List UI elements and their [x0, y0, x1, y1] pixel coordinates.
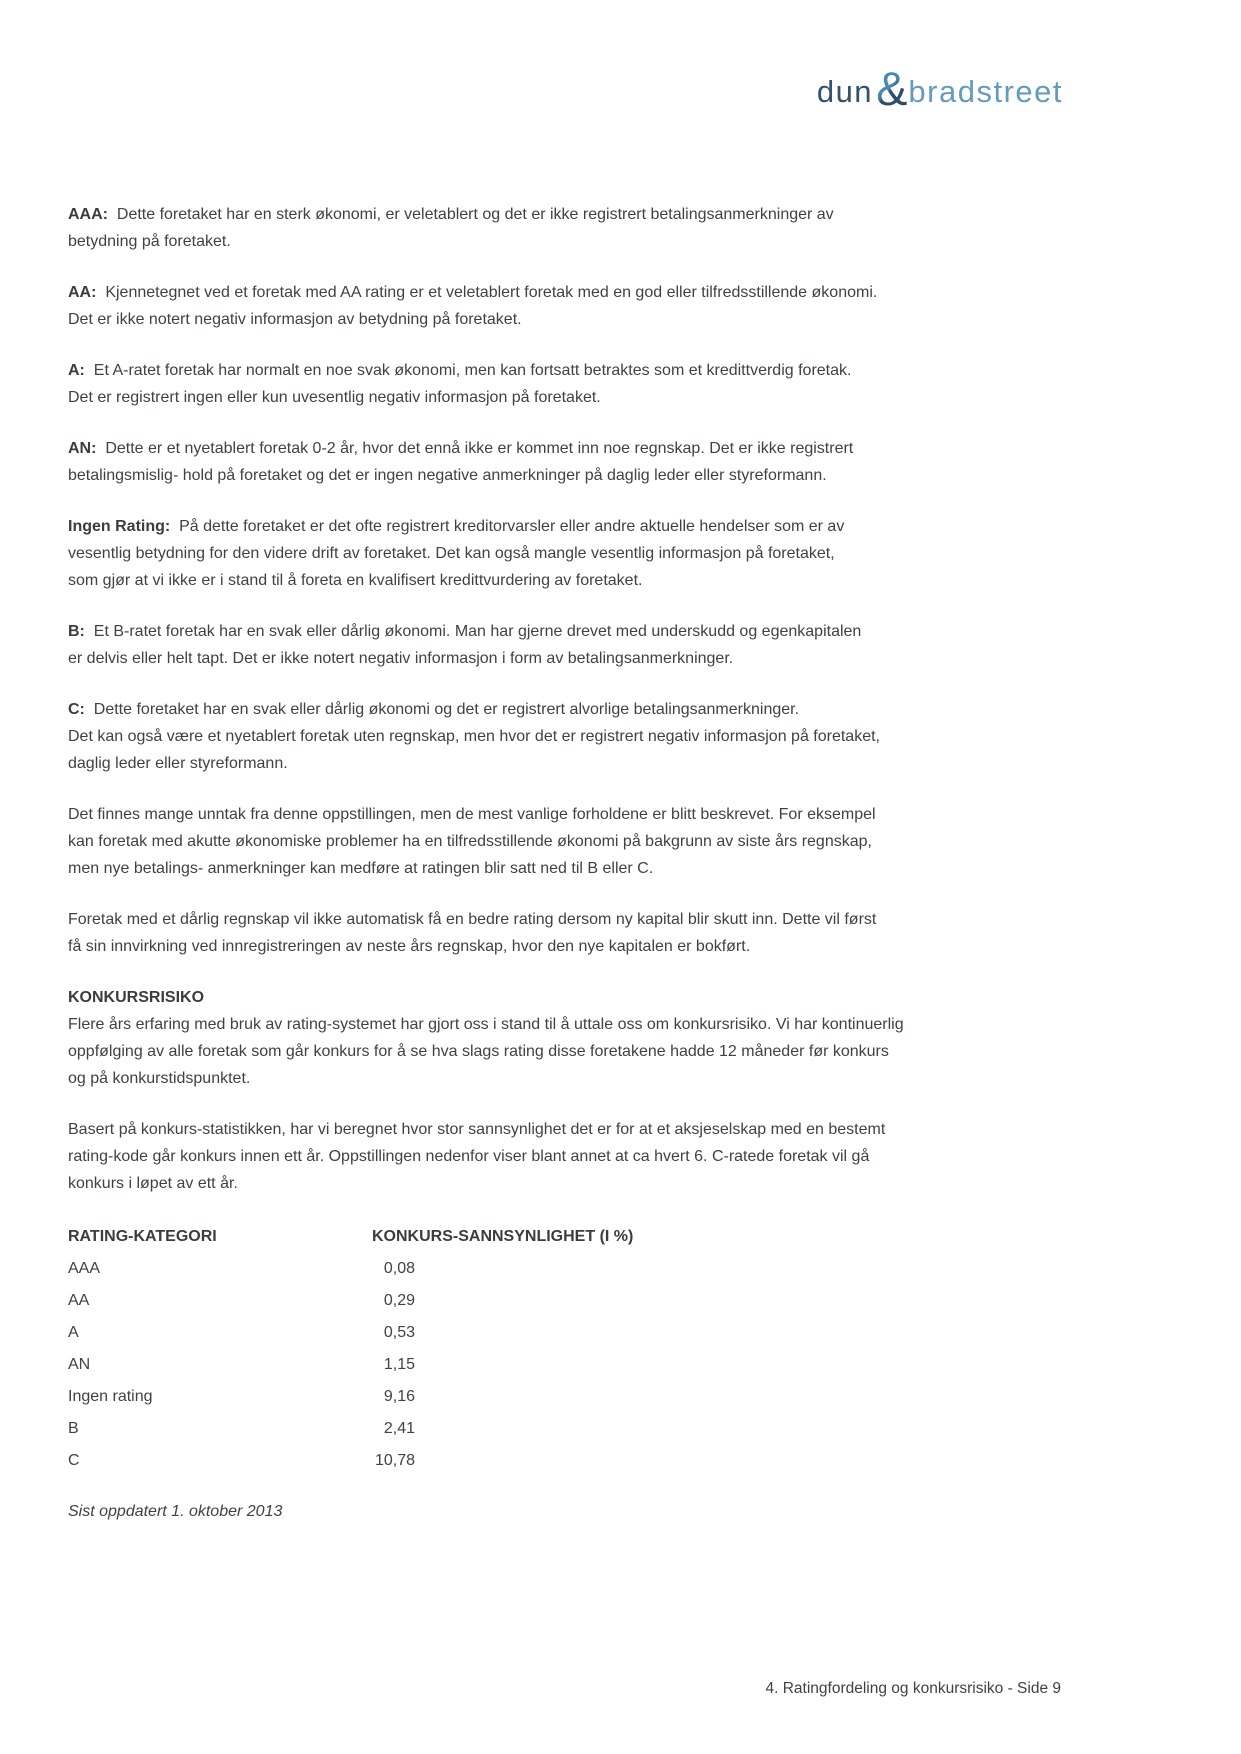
rating-label-aa: AA: — [68, 284, 97, 301]
table-row — [68, 1349, 1068, 1381]
text-line: men nye betalings- anmerkninger kan medføre at ratingen blir satt ned til B eller C. — [68, 860, 654, 877]
text-line: betalingsmislig- hold på foretaket og det er ingen negative anmerkninger på daglig leder eller styreformann. — [68, 467, 827, 484]
rating-category: AN — [68, 1356, 91, 1373]
table-row — [68, 1381, 1068, 1413]
text-line: vesentlig betydning for den videre drift av foretaket. Det kan også mangle vesentlig informasjon på foretaket, — [68, 545, 835, 562]
paragraph-ingen-rating — [68, 513, 1068, 594]
rating-category: C — [68, 1452, 80, 1469]
table-header-row — [68, 1221, 1068, 1253]
dun-bradstreet-logo — [816, 62, 1063, 115]
text-line: få sin innvirkning ved innregistreringen av neste års regnskap, hvor den nye kapitalen er bokført. — [68, 938, 751, 955]
table-row — [68, 1413, 1068, 1445]
paragraph-b — [68, 618, 1068, 672]
table-row — [68, 1253, 1068, 1285]
probability-value: 10,78 — [374, 1452, 415, 1469]
rating-category: AAA — [68, 1260, 101, 1277]
text-line: Det er registrert ingen eller kun uvesentlig negativ informasjon på foretaket. — [68, 389, 601, 406]
text-line — [68, 201, 1068, 228]
text-line: daglig leder eller styreformann. — [68, 755, 288, 772]
logo-text-bradstreet: bradstreet — [908, 73, 1063, 109]
section-konkursrisiko — [68, 984, 1068, 1092]
document-body — [68, 201, 1068, 1525]
last-updated-note: Sist oppdatert 1. oktober 2013 — [68, 1503, 283, 1520]
table-row — [68, 1445, 1068, 1477]
probability-value: 0,29 — [383, 1292, 415, 1309]
probability-value: 0,08 — [383, 1260, 415, 1277]
text-line: Dette foretaket har en sterk økonomi, er veletablert og det er ikke registrert betalingsanmerkninger av — [108, 206, 834, 223]
text-line: Kjennetegnet ved et foretak med AA rating er et veletablert foretak med en god eller tilfredsstillende økonomi. — [96, 284, 878, 301]
paragraph-exceptions — [68, 801, 1068, 882]
text-line: kan foretak med akutte økonomiske problemer ha en tilfredsstillende økonomi på bakgrunn av siste års regnskap, — [68, 833, 872, 850]
paragraph-basert — [68, 1116, 1068, 1197]
rating-category: AA — [68, 1292, 90, 1309]
text-line: Et A-ratet foretak har normalt en noe svak økonomi, men kan fortsatt betraktes som et kredittverdig foretak. — [84, 362, 852, 379]
rating-label-ingen-rating: Ingen Rating: — [68, 518, 171, 535]
text-line — [68, 696, 1068, 723]
rating-label-a: A: — [68, 362, 85, 379]
rating-label-b: B: — [68, 623, 85, 640]
text-line: Det er ikke notert negativ informasjon av betydning på foretaket. — [68, 311, 522, 328]
text-line — [68, 435, 1068, 462]
rating-category: Ingen rating — [68, 1388, 153, 1405]
text-line: Dette foretaket har en svak eller dårlig økonomi og det er registrert alvorlige betalingsanmerkninger. — [84, 701, 800, 718]
probability-value: 0,53 — [383, 1324, 415, 1341]
table-row — [68, 1285, 1068, 1317]
text-line: Det finnes mange unntak fra denne oppstillingen, men de mest vanlige forholdene er blitt beskrevet. For eksempel — [68, 806, 876, 823]
text-line: På dette foretaket er det ofte registrert kreditorvarsler eller andre aktuelle hendelser som er av — [170, 518, 845, 535]
page-footer: 4. Ratingfordeling og konkursrisiko - Side 9 — [765, 1680, 1061, 1697]
text-line: oppfølging av alle foretak som går konkurs for å se hva slags rating disse foretakene hadde 12 måneder før konkurs — [68, 1043, 889, 1060]
paragraph-aa — [68, 279, 1068, 333]
probability-value: 1,15 — [383, 1356, 415, 1373]
column-header-konkurs-sannsynlighet: KONKURS-SANNSYNLIGHET (I %) — [372, 1228, 634, 1245]
column-header-rating-kategori: RATING-KATEGORI — [68, 1228, 217, 1245]
paragraph-c — [68, 696, 1068, 777]
text-line: Det kan også være et nyetablert foretak uten regnskap, men hvor det er registrert negativ informasjon på foretaket, — [68, 728, 880, 745]
text-line: Et B-ratet foretak har en svak eller dårlig økonomi. Man har gjerne drevet med underskudd og egenkapitalen — [84, 623, 862, 640]
ampersand-icon: & — [876, 62, 908, 115]
section-heading-konkursrisiko: KONKURSRISIKO — [68, 989, 205, 1006]
text-line: Dette er et nyetablert foretak 0-2 år, hvor det ennå ikke er kommet inn noe regnskap. Det er ikke registrert — [96, 440, 854, 457]
paragraph-a — [68, 357, 1068, 411]
text-line: og på konkurstidspunktet. — [68, 1070, 251, 1087]
probability-value: 9,16 — [383, 1388, 415, 1405]
rating-label-an: AN: — [68, 440, 97, 457]
text-line: som gjør at vi ikke er i stand til å foreta en kvalifisert kredittvurdering av foretaket. — [68, 572, 643, 589]
text-line: betydning på foretaket. — [68, 233, 231, 250]
text-line — [68, 513, 1068, 540]
text-line — [68, 357, 1068, 384]
rating-label-aaa: AAA: — [68, 206, 108, 223]
text-line: rating-kode går konkurs innen ett år. Oppstillingen nedenfor viser blant annet at ca hvert 6. C-ratede foretak vil gå — [68, 1148, 870, 1165]
rating-category: A — [68, 1324, 79, 1341]
text-line: Foretak med et dårlig regnskap vil ikke automatisk få en bedre rating dersom ny kapital blir skutt inn. Dette vil først — [68, 911, 877, 928]
table-row — [68, 1317, 1068, 1349]
text-line: Basert på konkurs-statistikken, har vi beregnet hvor stor sannsynlighet det er for at et aksjeselskap med en bestemt — [68, 1121, 886, 1138]
paragraph-aaa — [68, 201, 1068, 255]
text-line: er delvis eller helt tapt. Det er ikke notert negativ informasjon i form av betalingsanmerkninger. — [68, 650, 734, 667]
paragraph-new-capital — [68, 906, 1068, 960]
text-line: Flere års erfaring med bruk av rating-systemet har gjort oss i stand til å uttale oss om konkursrisiko. Vi har kontinuerlig — [68, 1016, 904, 1033]
text-line — [68, 279, 1068, 306]
rating-label-c: C: — [68, 701, 85, 718]
paragraph-an — [68, 435, 1068, 489]
rating-table — [68, 1221, 1068, 1477]
text-line: konkurs i løpet av ett år. — [68, 1175, 238, 1192]
text-line — [68, 618, 1068, 645]
logo-text-dun: dun — [816, 73, 874, 109]
probability-value: 2,41 — [383, 1420, 415, 1437]
rating-category: B — [68, 1420, 79, 1437]
